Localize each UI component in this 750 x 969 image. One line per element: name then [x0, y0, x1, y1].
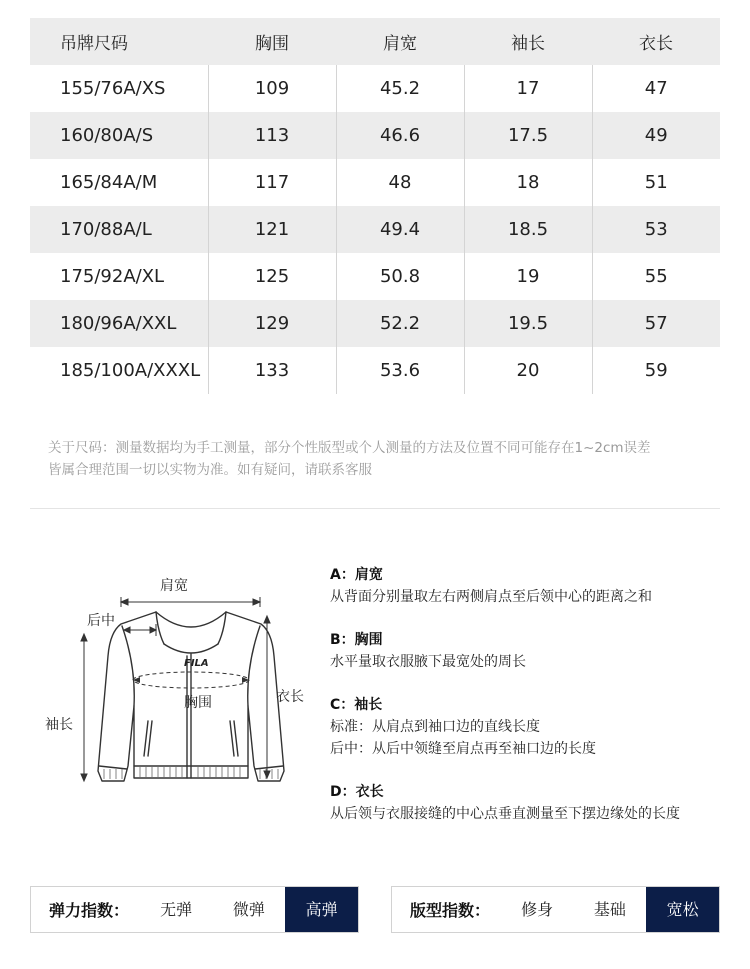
fit-option-regular: 基础: [593, 900, 626, 919]
elasticity-index: [30, 886, 359, 933]
table-row: [30, 159, 720, 206]
cell-size: 170/88A/L: [60, 219, 152, 240]
brand-logo: FILA: [184, 658, 209, 669]
elasticity-title: 弹力指数：: [49, 901, 130, 920]
cell-shoulder: 46.6: [336, 112, 464, 159]
table-row: [30, 253, 720, 300]
table-row: [30, 206, 720, 253]
label-chest: 胸围: [184, 695, 212, 711]
note-line-1: 关于尺码：测量数据均为手工测量，部分个性版型或个人测量的方法及位置不同可能存在1~2cm误差: [48, 440, 651, 456]
header-shoulder: 肩宽: [383, 34, 417, 54]
cell-chest: 117: [208, 159, 336, 206]
cell-sleeve: 17: [464, 65, 592, 112]
header-length: 衣长: [639, 34, 673, 54]
definition-text: 从背面分别量取左右两侧肩点至后领中心的距离之和: [330, 589, 652, 605]
cell-size: 160/80A/S: [60, 125, 154, 146]
label-length: 衣长: [276, 689, 304, 705]
header-sleeve: 袖长: [511, 34, 545, 54]
cell-sleeve: 18.5: [464, 206, 592, 253]
header-chest: 胸围: [255, 34, 289, 54]
cell-shoulder: 48: [336, 159, 464, 206]
cell-chest: 113: [208, 112, 336, 159]
fit-index: [391, 886, 720, 933]
cell-sleeve: 18: [464, 159, 592, 206]
table-row: [30, 347, 720, 394]
definition-sleeve: [330, 694, 730, 760]
header-size: 吊牌尺码: [60, 34, 128, 54]
cell-sleeve: 19.5: [464, 300, 592, 347]
table-row: [30, 112, 720, 159]
definition-text: 标准：从肩点到袖口边的直线长度: [330, 719, 540, 735]
cell-sleeve: 20: [464, 347, 592, 394]
label-shoulder: 肩宽: [160, 578, 188, 594]
definition-text: 水平量取衣服腋下最宽处的周长: [330, 654, 526, 670]
fit-option-slim: 修身: [521, 900, 554, 919]
definition-shoulder: [330, 564, 730, 608]
definition-title: C：袖长: [330, 697, 383, 713]
definition-title: A：肩宽: [330, 567, 383, 583]
definition-text: 从后领与衣服接缝的中心点垂直测量至下摆边缘处的长度: [330, 806, 680, 822]
cell-length: 49: [592, 112, 720, 159]
label-back-center: 后中: [87, 613, 115, 629]
cell-shoulder: 52.2: [336, 300, 464, 347]
cell-length: 59: [592, 347, 720, 394]
cell-sleeve: 17.5: [464, 112, 592, 159]
cell-size: 155/76A/XS: [60, 78, 166, 99]
fit-option-loose: 宽松: [646, 887, 719, 932]
elasticity-option-none: 无弹: [160, 900, 193, 919]
note-line-2: 皆属合理范围一切以实物为准。如有疑问，请联系客服: [48, 462, 372, 478]
cell-length: 53: [592, 206, 720, 253]
definition-chest: [330, 629, 730, 673]
definition-title: B：胸围: [330, 632, 383, 648]
cell-chest: 125: [208, 253, 336, 300]
cell-size: 175/92A/XL: [60, 266, 165, 287]
cell-sleeve: 19: [464, 253, 592, 300]
table-header-row: [30, 18, 720, 65]
definition-title: D：衣长: [330, 784, 384, 800]
cell-shoulder: 49.4: [336, 206, 464, 253]
section-divider: [30, 508, 720, 509]
table-row: [30, 300, 720, 347]
cell-size: 165/84A/M: [60, 172, 158, 193]
label-sleeve: 袖长: [45, 717, 73, 733]
cell-chest: 133: [208, 347, 336, 394]
jacket-measurement-diagram: [38, 566, 320, 806]
cell-length: 55: [592, 253, 720, 300]
definition-text: 后中：从后中领缝至肩点再至袖口边的长度: [330, 741, 596, 757]
cell-shoulder: 53.6: [336, 347, 464, 394]
table-row: [30, 65, 720, 112]
size-table: [30, 18, 720, 394]
cell-size: 185/100A/XXXL: [60, 360, 201, 381]
fit-title: 版型指数：: [410, 901, 491, 920]
measurement-definitions: [330, 564, 730, 846]
elasticity-option-high: 高弹: [285, 887, 358, 932]
elasticity-option-slight: 微弹: [232, 900, 265, 919]
cell-size: 180/96A/XXL: [60, 313, 177, 334]
cell-shoulder: 45.2: [336, 65, 464, 112]
cell-length: 47: [592, 65, 720, 112]
size-note: [48, 437, 738, 481]
cell-chest: 109: [208, 65, 336, 112]
definition-length: [330, 781, 730, 825]
cell-shoulder: 50.8: [336, 253, 464, 300]
cell-length: 57: [592, 300, 720, 347]
cell-chest: 129: [208, 300, 336, 347]
cell-chest: 121: [208, 206, 336, 253]
cell-length: 51: [592, 159, 720, 206]
